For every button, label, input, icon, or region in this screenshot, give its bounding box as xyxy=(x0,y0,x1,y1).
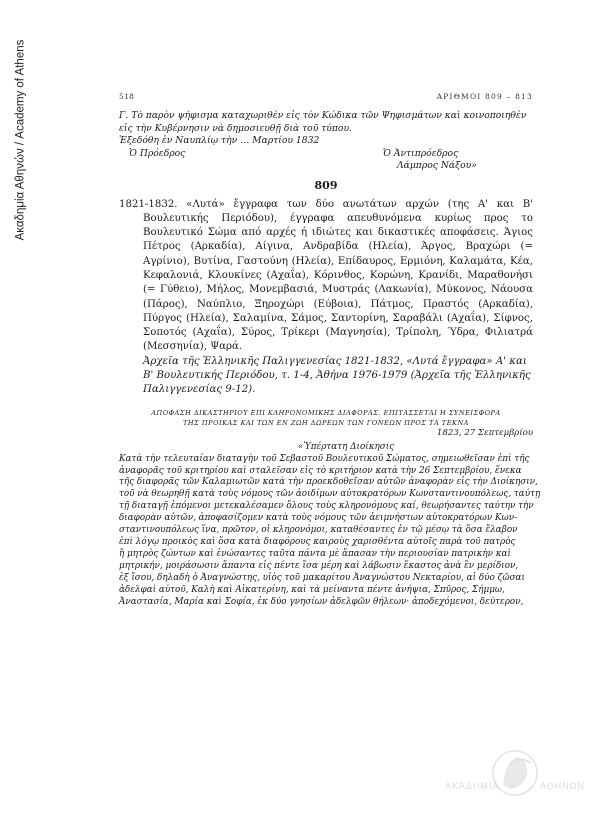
top-line-2: εἰς τὴν Κυβέρνησιν νὰ δημοσιευθῇ διὰ τοῦ τύπου. xyxy=(119,122,352,134)
watermark-word-2: ΑΘΗΝΩΝ xyxy=(539,781,585,791)
watermark-text xyxy=(445,781,585,791)
decision-line: ἢ μητρὸς ζώντων καὶ ἑνώσαντες ταῦτα πάντα μὲ ἅπασαν τὴν περιουσίαν πατρικὴν καὶ xyxy=(119,548,511,559)
top-line-1: Γ. Τὸ παρὸν ψήφισμα καταχωριθὲν εἰς τὸν Κώδικα τῶν Ψηφισμάτων καὶ κοινοποιηθὲν xyxy=(119,110,527,121)
top-block xyxy=(119,110,533,173)
decision-heading xyxy=(119,408,533,428)
signature-right xyxy=(383,148,533,173)
running-head xyxy=(119,92,533,101)
signatures xyxy=(119,148,533,173)
page-number: 518 xyxy=(119,92,135,101)
decision-line: ἐπὶ λόγῳ προικὸς καὶ ὅσα κατὰ διαφόρους καιροὺς χαρισθέντα αὐτοῖς παρὰ τοῦ πατρὸς xyxy=(119,537,516,547)
running-title: ΑΡΙΘΜΟΙ 809 – 813 xyxy=(436,92,533,101)
decision-line: τῇ διαταγῇ ἑπόμενοι μετεκαλέσαμεν ὅλους τοὺς κληρονόμους καί, θεωρήσαντες ταύτην τὴν xyxy=(119,501,534,512)
academy-watermark xyxy=(445,745,585,815)
document-number: 809 xyxy=(314,178,338,192)
signature-right-line-2: Λάμπρος Νάξου» xyxy=(397,160,477,171)
signature-left: Ὁ Πρόεδρος xyxy=(129,147,186,159)
signature-right-line-1: Ὁ Ἀντιπρόεδρος xyxy=(383,147,459,159)
dateline: 1823, 27 Σεπτεμβρίου xyxy=(436,427,533,438)
decision-line: διαφορὰν αὐτῶν, ἀποφασίζομεν κατὰ τοὺς νόμους τῶν ἀειμνήστων αὐτοκρατόρων Κων- xyxy=(119,513,518,524)
decision-line: τοῦ νὰ θεωρηθῇ κατὰ τοὺς νόμους τῶν ἀοιδίμων αὐτοκρατόρων Κωνσταντινουπόλεως, ταύτῃ xyxy=(119,489,541,500)
decision-line: ἀδελφαὶ αὐτοῦ, Καλὴ καὶ Αἰκατερίνη, καὶ τὰ μείναντα πέντε ἀνήψια, Σπῦρος, Σήμμω, xyxy=(119,584,505,595)
page xyxy=(119,92,541,608)
decision-line: Ἀναστασία, Μαρία καὶ Σοφία, ἐκ δύο γνησίων ἀδελφῶν θήλεων· ἀποδεχόμενοι, δεύτερον, xyxy=(119,596,524,607)
salutation: «Ὑπέρτατη Διοίκησις xyxy=(297,441,395,452)
watermark-word-1: ΑΚΑΔΗΜΙΑ xyxy=(445,781,500,791)
top-line-3: Ἐξεδόθη ἐν Ναυπλίῳ τὴν … Μαρτίου 1832 xyxy=(119,135,320,146)
decision-line: μητρικήν, μοιράσωσιν ἅπαντα εἰς πέντε ἴσα μέρη καὶ λάβωσιν ἕκαστος ἀνὰ ἓν μερίδιον, xyxy=(119,560,519,571)
decision-heading-line-2: ΤΗΣ ΠΡΟΙΚΑΣ ΚΑΙ ΤΩΝ ΕΝ ΖΩΗ ΔΩΡΕΩΝ ΤΩΝ ΓΟΝΕΩΝ ΠΡΟΣ ΤΑ ΤΕΚΝΑ xyxy=(183,418,469,427)
decision-line: Κατὰ τὴν τελευταίαν διαταγὴν τοῦ Σεβαστοῦ Βουλευτικοῦ Σώματος, σημειωθεῖσαν ἐπὶ τῆς xyxy=(119,453,530,464)
entry-note: Ἀρχεῖα τῆς Ἑλληνικῆς Παλιγγενεσίας 1821-1832, «Λυτά ἔγγραφα» Α' και Β' Βουλευτικής Περιόδου, τ. 1-4, Ἀθήνα 1976-1979 (Ἀρχεῖα τῆς Ἑλληνικῆς Παλιγγενεσίας 9-12). xyxy=(143,355,531,396)
decision-line: ἐξ ἴσου, δηλαδὴ ὁ Ἀναγνώστης, υἱὸς τοῦ μακαρίτου Ἀναγνώστου Νεκταρίου, αἱ δύο ζῶσαι xyxy=(119,572,525,583)
side-label-text: Ακαδημία Αθηνών / Academy of Athens xyxy=(14,39,27,241)
decision-heading-line-1: ΑΠΟΦΑΣΗ ΔΙΚΑΣΤΗΡΙΟΥ ΕΠΙ ΚΛΗΡΟΝΟΜΙΚΗΣ ΔΙΑΦΟΡΑΣ. ΕΠΙΤΑΣΣΕΤΑΙ Η ΣΥΝΕΙΣΦΟΡΑ xyxy=(151,408,501,417)
decision-line: σταντινουπόλεως ἵνα, πρῶτον, οἱ κληρονόμοι, καταθέσαντες ἐν τῷ μέσῳ τὰ ὅσα ἔλαβον xyxy=(119,525,518,536)
decision-line: τῆς διαφορᾶς τῶν Καλαμιωτῶν κατὰ τὴν προεκδοθεῖσαν αὐτῶν ἀναφορὰν εἰς τὴν Διοίκησιν, xyxy=(119,477,538,488)
decision-body xyxy=(119,453,541,609)
entry-text: 1821-1832. «Λυτά» ἔγγραφα των δύο ανωτάτων αρχών (της Α' και Β' Βουλευτικής Περιόδου), έγγραφα απευθυνόμενα κυρίως προς το Βουλευτικό Σώμα από αρχές ή ιδιώτες και δικαστικές αποφάσεις. Άγιος Πέτρος (Αρκαδία), Αίγινα, Ανδραβίδα (Ηλεία), Άργος, Βραχώρι (= Αγρίνιο), Βυτίνα, Γαστούνη (Ηλεία), Επίδαυρος, Ερμιόνη, Καλαμάτα, Κέα, Κεφαλονιά, Κλουκίνες (Αχαΐα), Κόρινθος, Κορώνη, Κρανίδι, Μαραθονήσι (= Γύθειο), Μήλος, Μονεμβασιά, Μυστράς (Λακωνία), Μύκονος, Νάουσα (Πάρος), Ναύπλιο, Ξηροχώρι (Εύβοια), Πάτμος, Πραστός (Αρκαδία), Πύργος (Ηλεία), Σαλαμίνα, Σάμος, Σαντορίνη, Σαραβάλι (Αχαΐα), Σίφνος, Σοποτός (Αχαΐα), Σύρος, Τρίκερι (Μαγνησία), Τρίπολη, Ύδρα, Φιλιατρά (Μεσσηνία), Ψαρά. xyxy=(119,198,533,353)
decision-line: ἀναφορᾶς τοῦ κριτηρίου καὶ σταλεῖσαν εἰς τὸ κριτήριον κατὰ τὴν 26 Σεπτεμβρίου, ἕνεκα xyxy=(119,465,522,476)
academy-seal-icon xyxy=(445,745,585,815)
side-label xyxy=(8,40,32,240)
